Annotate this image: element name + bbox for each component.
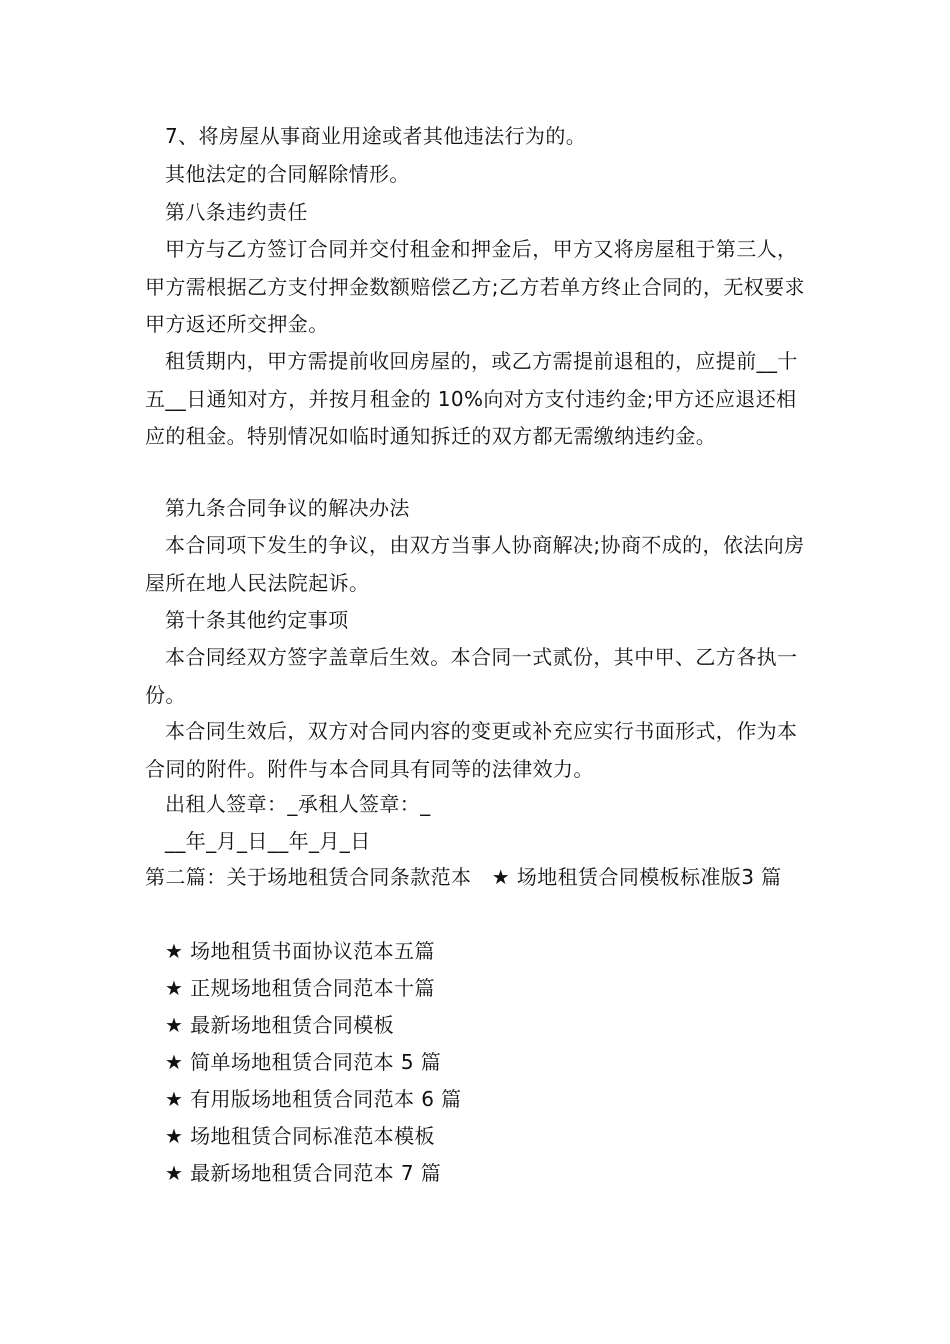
related-link-5[interactable]: ★ 有用版场地租赁合同范本 6 篇 — [165, 1087, 462, 1111]
article-8-paragraph-2: 租赁期内，甲方需提前收回房屋的，或乙方需提前退租的，应提前__十五__日通知对方，并按月租金的 10%向对方支付违约金;甲方还应退还相应的租金。特别情况如临时通知拆迁的双方都无需缴纳违约金。 — [145, 349, 798, 448]
article-9-paragraph: 本合同项下发生的争议，由双方当事人协商解决;协商不成的，依法向房屋所在地人民法院起诉。 — [145, 533, 805, 595]
article-10-heading: 第十条其他约定事项 — [165, 608, 349, 632]
article-9-heading: 第九条合同争议的解决办法 — [165, 496, 410, 520]
date-line: __年_月_日__年_月_日 — [165, 829, 371, 853]
article-8-heading: 第八条违约责任 — [165, 200, 308, 224]
related-link-1[interactable]: ★ 场地租赁书面协议范本五篇 — [165, 939, 435, 963]
related-link-3[interactable]: ★ 最新场地租赁合同模板 — [165, 1013, 395, 1037]
clause-item-7: 7、将房屋从事商业用途或者其他违法行为的。 — [165, 124, 587, 148]
signature-line: 出租人签章：_承租人签章：_ — [165, 792, 431, 816]
article-10-paragraph-2: 本合同生效后，双方对合同内容的变更或补充应实行书面形式，作为本合同的附件。附件与本合同具有同等的法律效力。 — [145, 719, 798, 781]
clause-other-termination: 其他法定的合同解除情形。 — [165, 162, 410, 186]
related-link-2[interactable]: ★ 正规场地租赁合同范本十篇 — [165, 976, 435, 1000]
article-8-paragraph-1: 甲方与乙方签订合同并交付租金和押金后，甲方又将房屋租于第三人，甲方需根据乙方支付押金数额赔偿乙方;乙方若单方终止合同的，无权要求甲方返还所交押金。 — [145, 237, 805, 336]
related-link-7[interactable]: ★ 最新场地租赁合同范本 7 篇 — [165, 1161, 442, 1185]
section-heading: 第二篇：关于场地租赁合同条款范本 ★ 场地租赁合同模板标准版3 篇 — [145, 865, 782, 889]
related-link-4[interactable]: ★ 简单场地租赁合同范本 5 篇 — [165, 1050, 442, 1074]
article-10-paragraph-1: 本合同经双方签字盖章后生效。本合同一式贰份，其中甲、乙方各执一份。 — [145, 645, 798, 707]
related-link-6[interactable]: ★ 场地租赁合同标准范本模板 — [165, 1124, 435, 1148]
